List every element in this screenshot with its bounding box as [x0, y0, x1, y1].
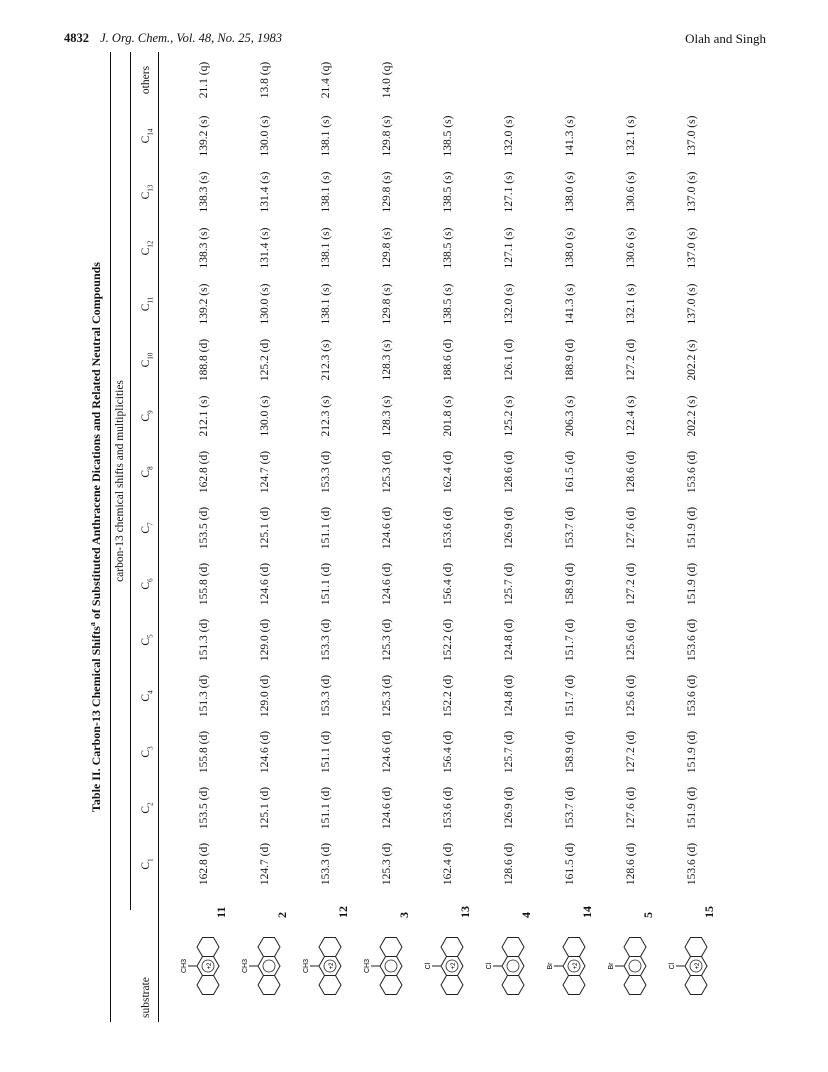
shift-cell-others: 13.8 (q) [259, 61, 271, 99]
column-header-c10: $C_{10}$ [140, 352, 155, 368]
shift-cell-c10: 212.3 (s) [320, 339, 332, 381]
column-header-c2: $C_2$ [140, 802, 155, 814]
shift-cell-c7: 126.9 (d) [503, 506, 515, 550]
caption-main: Carbon-13 Chemical Shifts [89, 626, 103, 766]
compound-number: 5 [641, 912, 655, 918]
column-header-c3: $C_3$ [140, 746, 155, 758]
shift-cell-c8: 125.3 (d) [381, 450, 393, 494]
shift-cell-c7: 153.6 (d) [442, 506, 454, 550]
shift-cell-c10: 188.6 (d) [442, 338, 454, 382]
substituent-label: CH3 [181, 958, 188, 974]
shift-cell-c11: 141.3 (s) [564, 283, 576, 325]
shift-cell-c3: 151.9 (d) [686, 730, 698, 774]
shift-cell-c4: 153.6 (d) [686, 674, 698, 718]
shift-cell-c1: 128.6 (d) [625, 842, 637, 886]
shift-cell-c5: 151.3 (d) [198, 618, 210, 662]
shift-cell-c5: 153.3 (d) [320, 618, 332, 662]
ring-3 [319, 938, 341, 957]
shift-cell-c1: 153.3 (d) [320, 842, 332, 886]
ring-1 [624, 976, 646, 995]
ring-2 [502, 957, 524, 976]
shift-cell-c5: 153.6 (d) [686, 618, 698, 662]
compound-number: 3 [397, 912, 411, 918]
anthracene-structure [422, 910, 472, 1020]
shift-cell-c11: 137.0 (s) [686, 283, 698, 325]
shift-cell-c5: 125.3 (d) [381, 618, 393, 662]
table-caption [88, 52, 104, 1022]
shift-cell-c7: 153.5 (d) [198, 506, 210, 550]
aromatic-circle [629, 960, 641, 972]
shift-cell-c10: 188.9 (d) [564, 338, 576, 382]
shift-cell-c1: 161.5 (d) [564, 842, 576, 886]
table-row [174, 52, 235, 1022]
ring-2 [624, 957, 646, 976]
shift-cell-c7: 124.6 (d) [381, 506, 393, 550]
shift-cell-c3: 158.9 (d) [564, 730, 576, 774]
shift-cell-c12: 129.8 (s) [381, 227, 393, 269]
ring-1 [502, 976, 524, 995]
shift-cell-c7: 125.1 (d) [259, 506, 271, 550]
compound-number: 2 [275, 912, 289, 918]
ring-3 [685, 938, 707, 957]
shift-cell-c7: 153.7 (d) [564, 506, 576, 550]
shift-cell-c2: 153.7 (d) [564, 786, 576, 830]
column-header-c14: $C_{14}$ [140, 128, 155, 144]
shift-cell-c9: 206.3 (s) [564, 395, 576, 437]
shift-cell-c14: 138.5 (s) [442, 115, 454, 157]
shift-cell-others: 21.1 (q) [198, 61, 210, 99]
group-label: carbon-13 chemical shifts and multiplicities [114, 380, 126, 582]
column-header-others: others [140, 65, 152, 95]
charge-label: +2 [207, 962, 213, 970]
shift-cell-c6: 158.9 (d) [564, 562, 576, 606]
substituent-label: Cl [425, 962, 432, 970]
shift-cell-c13: 138.0 (s) [564, 171, 576, 213]
shift-cell-c4: 129.0 (d) [259, 674, 271, 718]
page-number: 4832 [64, 31, 89, 45]
shift-cell-c13: 130.6 (s) [625, 171, 637, 213]
shift-cell-c5: 129.0 (d) [259, 618, 271, 662]
shift-cell-c2: 125.1 (d) [259, 786, 271, 830]
shift-cell-c1: 128.6 (d) [503, 842, 515, 886]
table-row [662, 52, 723, 1022]
shift-cell-c10: 127.2 (d) [625, 338, 637, 382]
shift-cell-c14: 130.0 (s) [259, 115, 271, 157]
table-row [418, 52, 479, 1022]
shift-cell-c9: 125.2 (s) [503, 395, 515, 437]
shift-cell-c2: 153.5 (d) [198, 786, 210, 830]
shift-cell-c4: 151.3 (d) [198, 674, 210, 718]
shift-cell-c12: 130.6 (s) [625, 227, 637, 269]
column-header-c12: $C_{12}$ [140, 240, 155, 256]
shift-cell-c2: 151.9 (d) [686, 786, 698, 830]
anthracene-structure [239, 910, 289, 1020]
substituent-label: Cl [486, 962, 493, 970]
anthracene-structure [361, 910, 411, 1020]
table-row [357, 52, 418, 1022]
shift-cell-c6: 124.6 (d) [381, 562, 393, 606]
shift-cell-c6: 155.8 (d) [198, 562, 210, 606]
shift-cell-c9: 130.0 (s) [259, 395, 271, 437]
shift-cell-c13: 138.5 (s) [442, 171, 454, 213]
anthracene-structure [544, 910, 594, 1020]
shift-cell-c4: 152.2 (d) [442, 674, 454, 718]
shift-cell-c2: 153.6 (d) [442, 786, 454, 830]
shift-cell-c5: 151.7 (d) [564, 618, 576, 662]
compound-number: 12 [336, 906, 350, 918]
column-header-c7: $C_7$ [140, 522, 155, 534]
caption-rest: of Substituted Anthracene Dications and Related Neutral Compounds [89, 262, 103, 623]
table-row [540, 52, 601, 1022]
shift-cell-c12: 138.5 (s) [442, 227, 454, 269]
shift-cell-c14: 132.0 (s) [503, 115, 515, 157]
shift-cell-c8: 128.6 (d) [503, 450, 515, 494]
shift-cell-c2: 126.9 (d) [503, 786, 515, 830]
anthracene-structure [300, 910, 350, 1020]
shift-cell-c1: 153.6 (d) [686, 842, 698, 886]
shift-cell-c7: 127.6 (d) [625, 506, 637, 550]
shift-cell-c13: 129.8 (s) [381, 171, 393, 213]
ring-3 [563, 938, 585, 957]
column-header-c4: $C_4$ [140, 690, 155, 702]
ring-3 [380, 938, 402, 957]
shift-cell-c12: 138.0 (s) [564, 227, 576, 269]
shift-cell-c11: 130.0 (s) [259, 283, 271, 325]
shift-cell-c6: 151.9 (d) [686, 562, 698, 606]
compound-number: 11 [214, 906, 228, 918]
group-rule [130, 52, 131, 910]
charge-label: +2 [695, 962, 701, 970]
compound-number: 13 [458, 906, 472, 918]
anthracene-structure [666, 910, 716, 1020]
shift-cell-c14: 138.1 (s) [320, 115, 332, 157]
anthracene-structure [605, 910, 655, 1020]
shift-cell-c10: 188.8 (d) [198, 338, 210, 382]
shift-cell-c14: 132.1 (s) [625, 115, 637, 157]
aromatic-circle [385, 960, 397, 972]
shift-cell-c9: 212.3 (s) [320, 395, 332, 437]
shift-cell-c14: 141.3 (s) [564, 115, 576, 157]
table-row [479, 52, 540, 1022]
column-header-c11: $C_{11}$ [140, 296, 155, 312]
shift-cell-c12: 127.1 (s) [503, 227, 515, 269]
shift-cell-c5: 125.6 (d) [625, 618, 637, 662]
ring-1 [685, 976, 707, 995]
rotated-table [88, 52, 738, 1022]
shift-cell-c13: 127.1 (s) [503, 171, 515, 213]
ring-3 [197, 938, 219, 957]
substituent-label: CH3 [242, 958, 249, 974]
shift-cell-c6: 156.4 (d) [442, 562, 454, 606]
column-header-c6: $C_6$ [140, 578, 155, 590]
shift-cell-c3: 125.7 (d) [503, 730, 515, 774]
shift-cell-c14: 139.2 (s) [198, 115, 210, 157]
shift-cell-c6: 127.2 (d) [625, 562, 637, 606]
shift-cell-c11: 138.5 (s) [442, 283, 454, 325]
shift-cell-c5: 152.2 (d) [442, 618, 454, 662]
shift-cell-c1: 162.4 (d) [442, 842, 454, 886]
shift-cell-c1: 124.7 (d) [259, 842, 271, 886]
shift-cell-c8: 124.7 (d) [259, 450, 271, 494]
ring-1 [380, 976, 402, 995]
ring-1 [258, 976, 280, 995]
shift-cell-c10: 126.1 (d) [503, 338, 515, 382]
caption-footnote-mark: a [88, 622, 97, 627]
caption-prefix: Table II. [89, 768, 103, 812]
shift-cell-c1: 125.3 (d) [381, 842, 393, 886]
aromatic-circle [263, 960, 275, 972]
charge-label: +2 [329, 962, 335, 970]
shift-cell-c2: 124.6 (d) [381, 786, 393, 830]
shift-cell-c8: 128.6 (d) [625, 450, 637, 494]
header-left [64, 31, 282, 46]
shift-cell-c11: 132.1 (s) [625, 283, 637, 325]
column-header-c9: $C_9$ [140, 410, 155, 422]
shift-cell-c4: 125.3 (d) [381, 674, 393, 718]
shift-cell-c3: 127.2 (d) [625, 730, 637, 774]
shift-cell-c10: 202.2 (s) [686, 339, 698, 381]
shift-cell-c1: 162.8 (d) [198, 842, 210, 886]
shift-cell-c12: 131.4 (s) [259, 227, 271, 269]
shift-cell-c9: 128.3 (s) [381, 395, 393, 437]
shift-cell-c12: 138.1 (s) [320, 227, 332, 269]
compound-number: 14 [580, 906, 594, 918]
shift-cell-c13: 138.3 (s) [198, 171, 210, 213]
ring-1 [441, 976, 463, 995]
ring-1 [319, 976, 341, 995]
shift-cell-c11: 138.1 (s) [320, 283, 332, 325]
substituent-label: Br [608, 962, 615, 970]
shift-cell-c8: 162.8 (d) [198, 450, 210, 494]
shift-cell-others: 21.4 (q) [320, 61, 332, 99]
shift-cell-c11: 139.2 (s) [198, 283, 210, 325]
shift-cell-c11: 132.0 (s) [503, 283, 515, 325]
shift-cell-c9: 122.4 (s) [625, 395, 637, 437]
shift-cell-c14: 129.8 (s) [381, 115, 393, 157]
shift-cell-c3: 155.8 (d) [198, 730, 210, 774]
shift-cell-c3: 124.6 (d) [381, 730, 393, 774]
shift-cell-c5: 124.8 (d) [503, 618, 515, 662]
shift-cell-c13: 138.1 (s) [320, 171, 332, 213]
shift-cell-c4: 153.3 (d) [320, 674, 332, 718]
journal-citation: J. Org. Chem., Vol. 48, No. 25, 1983 [100, 31, 282, 45]
shift-cell-c6: 151.1 (d) [320, 562, 332, 606]
shift-cell-c10: 125.2 (d) [259, 338, 271, 382]
shift-cell-c4: 124.8 (d) [503, 674, 515, 718]
column-header-c5: $C_5$ [140, 634, 155, 646]
column-header-c13: $C_{13}$ [140, 184, 155, 200]
ring-3 [624, 938, 646, 957]
shift-cell-c8: 161.5 (d) [564, 450, 576, 494]
shift-cell-c8: 162.4 (d) [442, 450, 454, 494]
shift-cell-c13: 131.4 (s) [259, 171, 271, 213]
table-row [601, 52, 662, 1022]
page-header [0, 0, 828, 60]
shift-cell-c3: 151.1 (d) [320, 730, 332, 774]
shift-cell-c13: 137.0 (s) [686, 171, 698, 213]
shift-cell-c11: 129.8 (s) [381, 283, 393, 325]
shift-cell-c8: 153.3 (d) [320, 450, 332, 494]
shift-cell-c4: 125.6 (d) [625, 674, 637, 718]
shift-cell-c3: 156.4 (d) [442, 730, 454, 774]
charge-label: +2 [451, 962, 457, 970]
shift-cell-c3: 124.6 (d) [259, 730, 271, 774]
shift-cell-c9: 202.2 (s) [686, 395, 698, 437]
table-row [296, 52, 357, 1022]
substituent-label: CH3 [364, 958, 371, 974]
table-row [235, 52, 296, 1022]
shift-cell-c7: 151.9 (d) [686, 506, 698, 550]
header-rule [158, 52, 159, 1022]
column-header-c8: $C_8$ [140, 466, 155, 478]
substituent-label: Br [547, 962, 554, 970]
compound-number: 4 [519, 912, 533, 918]
shift-cell-c6: 125.7 (d) [503, 562, 515, 606]
shift-cell-others: 14.0 (q) [381, 61, 393, 99]
shift-cell-c4: 151.7 (d) [564, 674, 576, 718]
anthracene-structure [178, 910, 228, 1020]
ring-1 [197, 976, 219, 995]
aromatic-circle [507, 960, 519, 972]
shift-cell-c7: 151.1 (d) [320, 506, 332, 550]
shift-cell-c12: 137.0 (s) [686, 227, 698, 269]
compound-number: 15 [702, 906, 716, 918]
shift-cell-c8: 153.6 (d) [686, 450, 698, 494]
substrate-header: substrate [140, 977, 152, 1018]
ring-1 [563, 976, 585, 995]
ring-2 [258, 957, 280, 976]
shift-cell-c9: 212.1 (s) [198, 395, 210, 437]
ring-3 [441, 938, 463, 957]
shift-cell-c6: 124.6 (d) [259, 562, 271, 606]
shift-cell-c10: 128.3 (s) [381, 339, 393, 381]
ring-3 [258, 938, 280, 957]
anthracene-structure [483, 910, 533, 1020]
top-rule [110, 52, 111, 1022]
column-header-c1: $C_1$ [140, 858, 155, 870]
substituent-label: Cl [669, 962, 676, 970]
authors: Olah and Singh [685, 31, 766, 46]
shift-cell-c2: 127.6 (d) [625, 786, 637, 830]
shift-cell-c2: 151.1 (d) [320, 786, 332, 830]
charge-label: +2 [573, 962, 579, 970]
ring-2 [380, 957, 402, 976]
shift-cell-c12: 138.3 (s) [198, 227, 210, 269]
shift-cell-c14: 137.0 (s) [686, 115, 698, 157]
ring-3 [502, 938, 524, 957]
shift-cell-c9: 201.8 (s) [442, 395, 454, 437]
substituent-label: CH3 [303, 958, 310, 974]
